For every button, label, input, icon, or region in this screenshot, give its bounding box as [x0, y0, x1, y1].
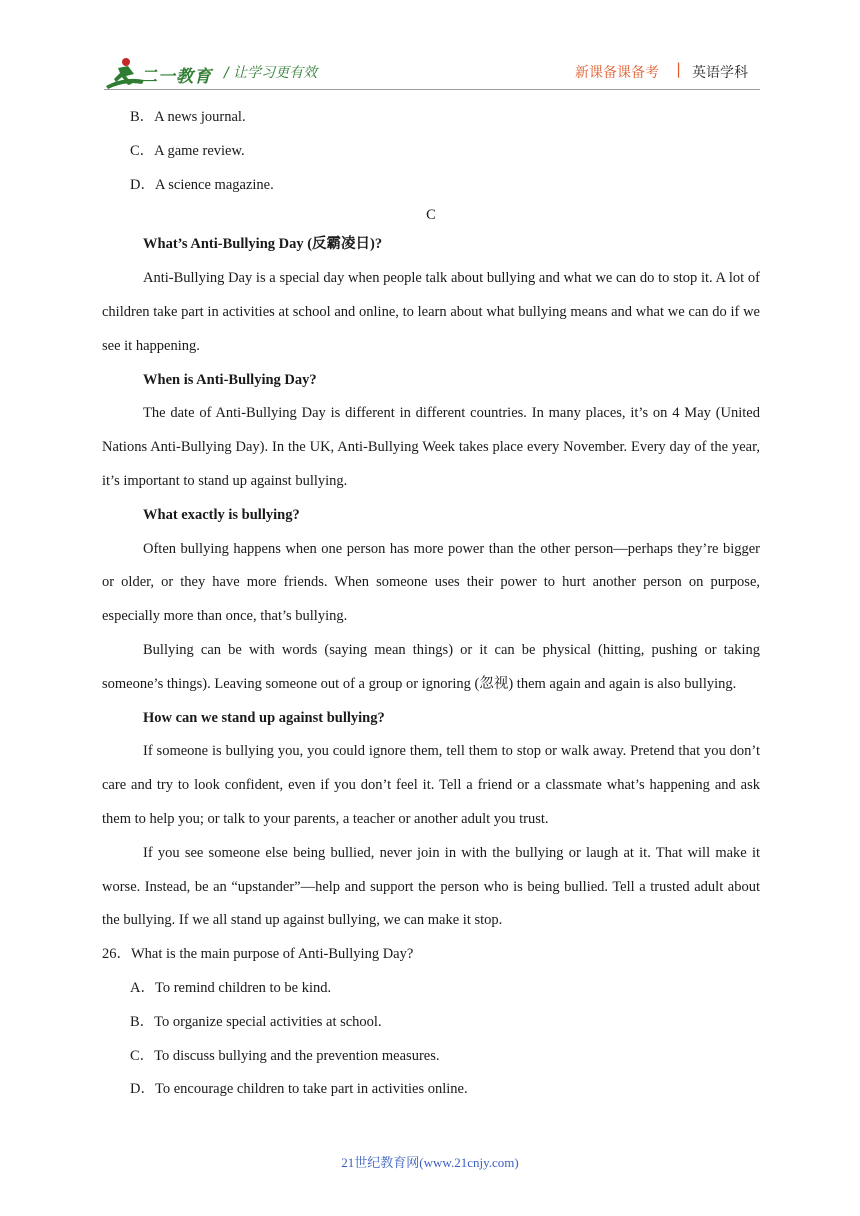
paragraph: Often bullying happens when one person has more power than the other person—perhaps they’re bigger or older, or they have more friends. When someone uses their power to hurt another person on purpose, especially more than once, that’s bullying. — [102, 540, 760, 625]
prev-option-d: D．A science magazine. — [130, 176, 274, 193]
section-heading: How can we stand up against bullying? — [143, 709, 385, 726]
document-body — [102, 101, 760, 1107]
header-subject: 英语学科 — [692, 65, 748, 81]
question-option-a: A．To remind children to be kind. — [130, 979, 332, 996]
paragraph: If you see someone else being bullied, never join in with the bullying or laugh at it. That will make it worse. Instead, be an “upstander”—help and support the person who is being bullied. Tell a trusted adult about the bullying. If we all stand up against bullying, we can make it stop. — [102, 844, 760, 929]
section-heading: What exactly is bullying? — [143, 506, 300, 523]
paragraph: Anti-Bullying Day is a special day when people talk about bullying and what we can do to stop it. A lot of children take part in activities at school and online, to learn about what bullying means and what we can do if we see it happening. — [102, 270, 760, 354]
section-heading: When is Anti-Bullying Day? — [143, 371, 317, 388]
question-option-b: B．To organize special activities at school. — [130, 1013, 382, 1030]
paragraph: If someone is bullying you, you could ignore them, tell them to stop or walk away. Pretend that you don’t care and try to look confident, even if you don’t feel it. Tell a friend or a classmate what’s happening and ask them to help you; or talk to your parents, a teacher or another adult you trust. — [102, 743, 760, 827]
page-header — [0, 0, 860, 100]
header-separator: | — [676, 60, 682, 78]
question-option-c: C．To discuss bullying and the prevention measures. — [130, 1047, 440, 1064]
question-stem: 26．What is the main purpose of Anti-Bullying Day? — [102, 946, 414, 963]
header-right-label: 新课备课备考 — [575, 65, 659, 81]
prev-option-b: B．A news journal. — [130, 109, 246, 125]
paragraph: Bullying can be with words (saying mean things) or it can be physical (hitting, pushing or taking someone’s things). Leaving someone out of a group or ignoring (忽视) them again and again is also bullying. — [102, 641, 760, 692]
section-heading: What’s Anti-Bullying Day (反霸凌日)? — [143, 236, 383, 253]
header-slogan: / 让学习更有效 — [224, 65, 318, 81]
paragraph: The date of Anti-Bullying Day is different in different countries. In many places, it’s on 4 May (United Nations Anti-Bullying Day). In the UK, Anti-Bullying Week takes place every November. Every day of the year, it’s important to stand up against bullying. — [102, 405, 760, 489]
page-footer: 21世纪教育网(www.21cnjy.com) — [341, 1155, 519, 1170]
prev-option-c: C．A game review. — [130, 142, 245, 159]
header-divider — [104, 89, 760, 90]
question-option-d: D．To encourage children to take part in activities online. — [130, 1081, 468, 1098]
passage-label: C — [426, 207, 436, 224]
logo-text: 二一教育 — [140, 67, 212, 87]
